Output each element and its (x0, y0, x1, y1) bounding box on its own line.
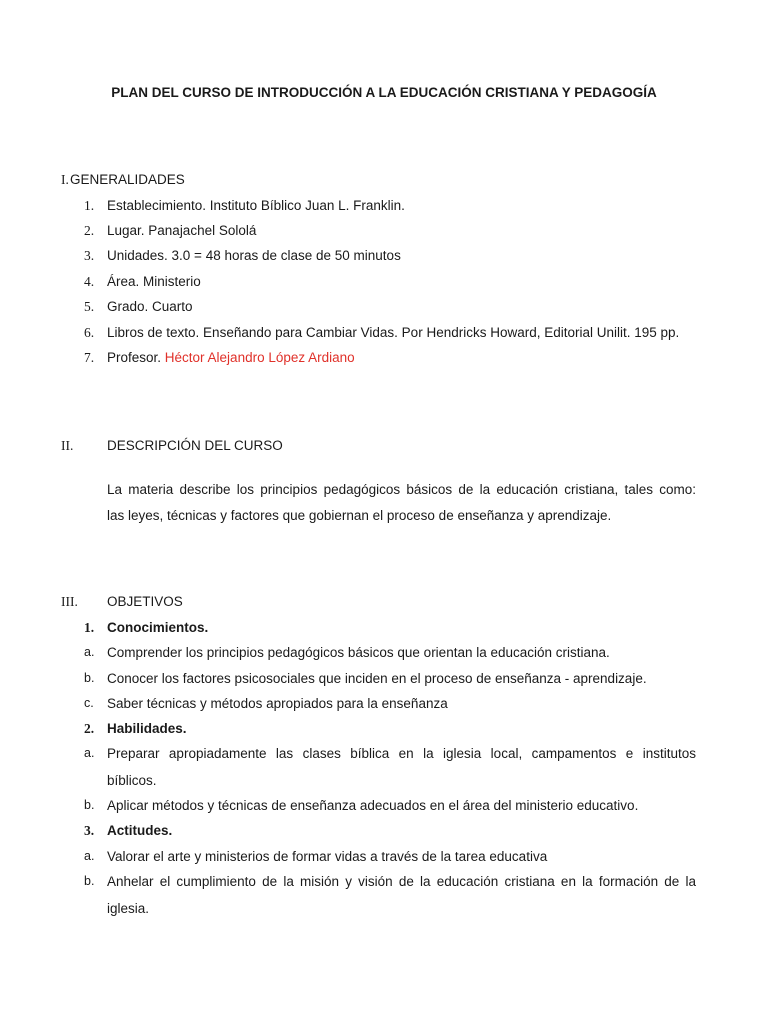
list-item: Conocer los factores psicosociales que inciden en el proceso de enseñanza - aprendizaje. (107, 671, 647, 686)
item-number: 7. (84, 350, 95, 365)
list-item-line-2: bíblicos. (107, 773, 157, 788)
item-number: 6. (84, 325, 95, 340)
list-item (107, 349, 355, 366)
section-2-heading: DESCRIPCIÓN DEL CURSO (107, 438, 283, 453)
objective-group-title: Habilidades. (107, 721, 187, 736)
list-item: Área. Ministerio (107, 274, 201, 289)
list-item-line-1: Anhelar el cumplimiento de la misión y visión de la educación cristiana en la formación de la (107, 874, 696, 889)
item-letter: c. (84, 696, 94, 710)
item-number: 1. (84, 198, 95, 213)
list-item: Grado. Cuarto (107, 299, 193, 314)
list-item: Establecimiento. Instituto Bíblico Juan L. Franklin. (107, 198, 405, 213)
list-item: Libros de texto. Enseñando para Cambiar Vidas. Por Hendricks Howard, Editorial Unilit. 195 pp. (107, 325, 680, 340)
document-title: PLAN DEL CURSO DE INTRODUCCIÓN A LA EDUCACIÓN CRISTIANA Y PEDAGOGÍA (111, 85, 657, 100)
list-item: Unidades. 3.0 = 48 horas de clase de 50 minutos (107, 248, 401, 263)
item-letter: a. (84, 849, 95, 863)
objective-group-number: 3. (84, 823, 95, 838)
item-number: 2. (84, 223, 95, 238)
list-item-line-2: iglesia. (107, 901, 150, 916)
list-item: Valorar el arte y ministerios de formar vidas a través de la tarea educativa (107, 849, 548, 864)
item-number: 5. (84, 299, 95, 314)
item-letter: a. (84, 746, 95, 760)
item-letter: b. (84, 874, 95, 888)
list-item: Comprender los principios pedagógicos básicos que orientan la educación cristiana. (107, 645, 610, 660)
description-line-2: las leyes, técnicas y factores que gobiernan el proceso de enseñanza y aprendizaje. (107, 508, 612, 523)
description-line-1: La materia describe los principios pedagógicos básicos de la educación cristiana, tales como: (107, 482, 696, 497)
item-letter: b. (84, 671, 95, 685)
section-1-numeral: I. (61, 172, 69, 187)
professor-name: Héctor Alejandro López Ardiano (164, 350, 355, 365)
section-3-heading: OBJETIVOS (107, 594, 183, 609)
item-letter: b. (84, 798, 95, 812)
section-3-numeral: III. (61, 594, 78, 609)
item-letter: a. (84, 645, 95, 659)
list-item: Saber técnicas y métodos apropiados para la enseñanza (107, 696, 448, 711)
objective-group-number: 2. (84, 721, 95, 736)
list-item: Lugar. Panajachel Sololá (107, 223, 257, 238)
objective-group-title: Actitudes. (107, 823, 173, 838)
objective-group-number: 1. (84, 620, 95, 635)
objective-group-title: Conocimientos. (107, 620, 209, 635)
section-2-numeral: II. (61, 438, 74, 453)
item-number: 3. (84, 248, 95, 263)
list-item: Aplicar métodos y técnicas de enseñanza adecuados en el área del ministerio educativo. (107, 798, 639, 813)
section-1-heading: GENERALIDADES (70, 172, 185, 187)
list-item-line-1: Preparar apropiadamente las clases bíblica en la iglesia local, campamentos e institutos (107, 746, 696, 761)
item-number: 4. (84, 274, 95, 289)
professor-label: Profesor. (107, 350, 165, 365)
